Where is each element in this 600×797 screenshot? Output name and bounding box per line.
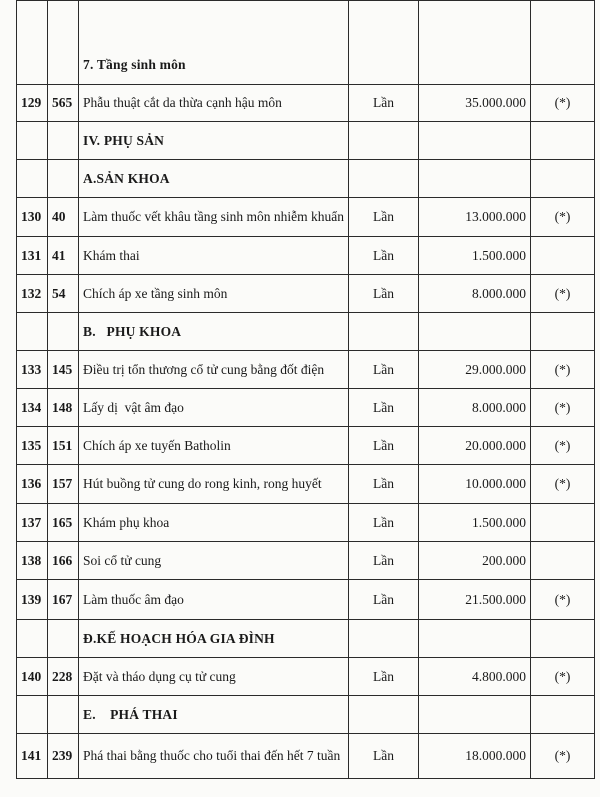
row-unit: Lần bbox=[349, 542, 419, 580]
row-code: 565 bbox=[48, 85, 79, 122]
row-price: 29.000.000 bbox=[419, 351, 531, 389]
row-name: Lấy dị vật âm đạo bbox=[79, 389, 349, 427]
row-price: 21.500.000 bbox=[419, 580, 531, 620]
row-unit: Lần bbox=[349, 237, 419, 275]
row-note: (*) bbox=[531, 275, 595, 313]
table-row bbox=[17, 465, 595, 504]
row-stt: 140 bbox=[17, 658, 48, 696]
row-price: 20.000.000 bbox=[419, 427, 531, 465]
section-row bbox=[17, 313, 595, 351]
row-name: Khám thai bbox=[79, 237, 349, 275]
row-price: 1.500.000 bbox=[419, 504, 531, 542]
table-row bbox=[17, 427, 595, 465]
row-price: 1.500.000 bbox=[419, 237, 531, 275]
table-row bbox=[17, 734, 595, 779]
row-name: Phẫu thuật cắt da thừa cạnh hậu môn bbox=[79, 85, 349, 122]
section-row bbox=[17, 1, 595, 85]
row-note: (*) bbox=[531, 465, 595, 504]
row-stt: 138 bbox=[17, 542, 48, 580]
row-name: Điều trị tổn thương cổ tử cung bằng đốt điện bbox=[79, 351, 349, 389]
table-row bbox=[17, 198, 595, 237]
row-stt: 136 bbox=[17, 465, 48, 504]
table-row bbox=[17, 580, 595, 620]
row-stt: 131 bbox=[17, 237, 48, 275]
row-price: 35.000.000 bbox=[419, 85, 531, 122]
row-unit: Lần bbox=[349, 658, 419, 696]
row-price: 10.000.000 bbox=[419, 465, 531, 504]
row-unit: Lần bbox=[349, 580, 419, 620]
row-code: 167 bbox=[48, 580, 79, 620]
section-title-obgyn: IV. PHỤ SẢN bbox=[79, 122, 349, 160]
section-row bbox=[17, 122, 595, 160]
row-unit: Lần bbox=[349, 198, 419, 237]
row-stt: 137 bbox=[17, 504, 48, 542]
fee-table bbox=[16, 0, 595, 779]
section-row bbox=[17, 160, 595, 198]
row-name: Chích áp xe tuyến Batholin bbox=[79, 427, 349, 465]
row-code: 239 bbox=[48, 734, 79, 779]
row-unit: Lần bbox=[349, 465, 419, 504]
row-note: (*) bbox=[531, 427, 595, 465]
row-code: 228 bbox=[48, 658, 79, 696]
section-title-abortion: E. PHÁ THAI bbox=[79, 696, 349, 734]
row-name: Khám phụ khoa bbox=[79, 504, 349, 542]
section-title-obstetrics: A.SẢN KHOA bbox=[79, 160, 349, 198]
row-price: 8.000.000 bbox=[419, 389, 531, 427]
row-note bbox=[531, 237, 595, 275]
row-code: 151 bbox=[48, 427, 79, 465]
table-row bbox=[17, 504, 595, 542]
row-note: (*) bbox=[531, 198, 595, 237]
row-note: (*) bbox=[531, 389, 595, 427]
row-price: 18.000.000 bbox=[419, 734, 531, 779]
row-code: 166 bbox=[48, 542, 79, 580]
section-row bbox=[17, 620, 595, 658]
row-note: (*) bbox=[531, 85, 595, 122]
row-name: Làm thuốc vết khâu tầng sinh môn nhiễm khuẩn bbox=[79, 198, 349, 237]
row-note bbox=[531, 542, 595, 580]
row-stt: 129 bbox=[17, 85, 48, 122]
row-note: (*) bbox=[531, 658, 595, 696]
row-name: Đặt và tháo dụng cụ tử cung bbox=[79, 658, 349, 696]
table-row bbox=[17, 542, 595, 580]
row-code: 148 bbox=[48, 389, 79, 427]
row-code: 145 bbox=[48, 351, 79, 389]
row-unit: Lần bbox=[349, 85, 419, 122]
row-code: 40 bbox=[48, 198, 79, 237]
table-row bbox=[17, 389, 595, 427]
row-name: Làm thuốc âm đạo bbox=[79, 580, 349, 620]
row-stt: 139 bbox=[17, 580, 48, 620]
row-name: Chích áp xe tầng sinh môn bbox=[79, 275, 349, 313]
section-title-perineum: 7. Tầng sinh môn bbox=[79, 1, 349, 85]
section-title-family-planning: Đ.KẾ HOẠCH HÓA GIA ĐÌNH bbox=[79, 620, 349, 658]
row-price: 4.800.000 bbox=[419, 658, 531, 696]
row-note: (*) bbox=[531, 734, 595, 779]
row-unit: Lần bbox=[349, 504, 419, 542]
row-code: 157 bbox=[48, 465, 79, 504]
table-row bbox=[17, 237, 595, 275]
row-stt: 135 bbox=[17, 427, 48, 465]
row-price: 200.000 bbox=[419, 542, 531, 580]
row-name: Phá thai bằng thuốc cho tuổi thai đến hết 7 tuần bbox=[79, 734, 349, 779]
row-note: (*) bbox=[531, 580, 595, 620]
table-row bbox=[17, 658, 595, 696]
row-unit: Lần bbox=[349, 275, 419, 313]
row-code: 41 bbox=[48, 237, 79, 275]
row-unit: Lần bbox=[349, 734, 419, 779]
row-unit: Lần bbox=[349, 427, 419, 465]
row-price: 13.000.000 bbox=[419, 198, 531, 237]
row-stt: 132 bbox=[17, 275, 48, 313]
row-price: 8.000.000 bbox=[419, 275, 531, 313]
row-stt: 134 bbox=[17, 389, 48, 427]
row-note bbox=[531, 504, 595, 542]
section-row bbox=[17, 696, 595, 734]
table-row bbox=[17, 275, 595, 313]
table-row bbox=[17, 85, 595, 122]
section-title-gynecology: B. PHỤ KHOA bbox=[79, 313, 349, 351]
row-name: Soi cổ tử cung bbox=[79, 542, 349, 580]
row-note: (*) bbox=[531, 351, 595, 389]
row-stt: 141 bbox=[17, 734, 48, 779]
table-row bbox=[17, 351, 595, 389]
row-code: 165 bbox=[48, 504, 79, 542]
row-unit: Lần bbox=[349, 389, 419, 427]
row-unit: Lần bbox=[349, 351, 419, 389]
row-stt: 133 bbox=[17, 351, 48, 389]
row-stt: 130 bbox=[17, 198, 48, 237]
row-code: 54 bbox=[48, 275, 79, 313]
row-name: Hút buồng tử cung do rong kinh, rong huyết bbox=[79, 465, 349, 504]
